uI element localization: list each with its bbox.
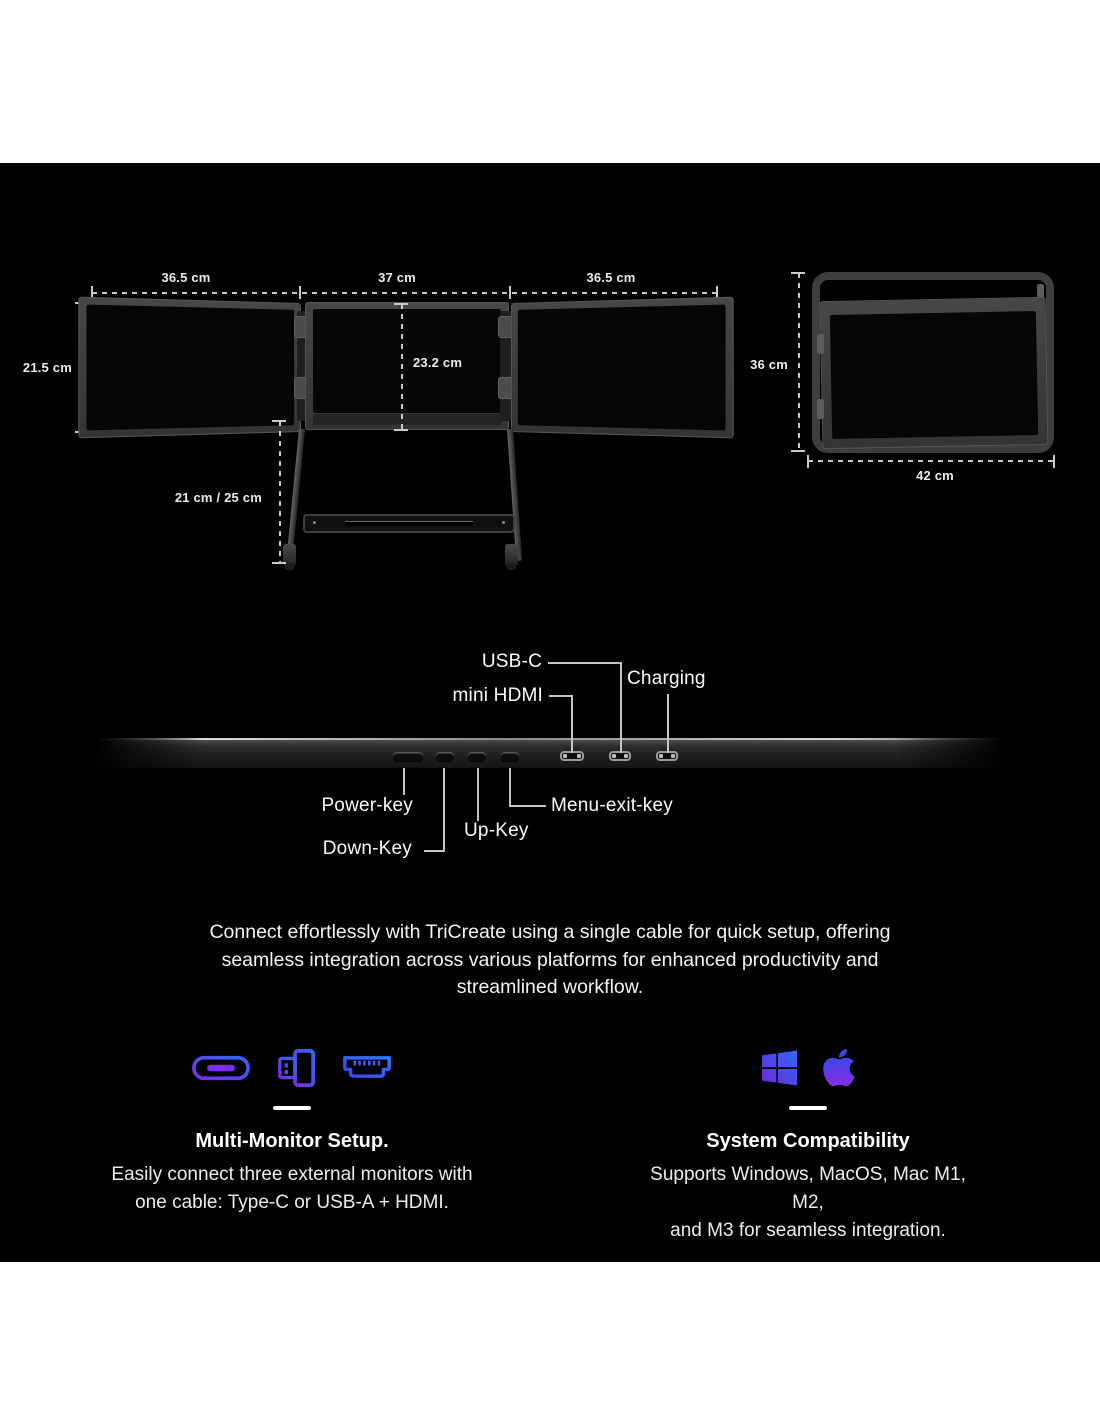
up-key-callout-label: Up-Key [464, 820, 529, 841]
feature-body-line: and M3 for seamless integration. [670, 1219, 946, 1241]
description-paragraph [0, 919, 1100, 1002]
dimension-tick [272, 420, 286, 422]
dimension-label-side-width: 42 cm [916, 468, 954, 483]
center-monitor-screen [313, 309, 501, 413]
charging-callout-label: Charging [627, 668, 706, 689]
monitor-bottom-edge [85, 738, 1015, 768]
dimension-label-panel-height: 21.5 cm [22, 360, 72, 375]
dimension-tick [509, 286, 511, 299]
usb-c-connector-icon [190, 1054, 252, 1087]
mini-hdmi-connector-icon [340, 1053, 394, 1087]
stand-leg-right [507, 429, 522, 561]
left-monitor [78, 297, 301, 439]
dimension-label-side-height: 36 cm [750, 357, 788, 372]
dimension-line [808, 460, 1055, 462]
right-monitor-screen [518, 305, 726, 431]
stand-leg-left [286, 429, 305, 561]
leader-line [509, 805, 546, 807]
connector-icons-row [92, 1046, 492, 1094]
stand-wheel [285, 563, 294, 570]
feature-divider [789, 1106, 827, 1110]
up-key-button [468, 752, 486, 761]
power-key-button [393, 752, 423, 761]
right-monitor [511, 297, 734, 439]
screw [502, 521, 505, 524]
leader-line [509, 768, 511, 806]
dimension-tick [791, 450, 805, 452]
apple-logo-icon [822, 1046, 856, 1094]
black-panel [0, 163, 1100, 1262]
stand-crossbar [303, 514, 515, 533]
side-clip [817, 334, 824, 354]
dimension-tick [299, 286, 301, 299]
dimension-tick [807, 455, 809, 468]
feature-body-line: Easily connect three external monitors with [111, 1163, 473, 1185]
dimension-label-width-center: 37 cm [378, 270, 416, 285]
dimension-label-stand-height: 21 cm / 25 cm [174, 490, 262, 505]
center-monitor [305, 302, 509, 430]
feature-body [92, 1161, 492, 1217]
down-key-button [436, 752, 454, 761]
dimension-tick [1053, 455, 1055, 468]
dimension-tick [272, 562, 286, 564]
center-monitor-chin [313, 414, 501, 425]
feature-title: System Compatibility [706, 1129, 910, 1152]
stand-wheel [507, 563, 516, 570]
leader-line [549, 695, 572, 697]
usb-a-plug-icon [276, 1047, 316, 1094]
description-line: streamlined workflow. [456, 976, 644, 998]
feature-divider [273, 1106, 311, 1110]
dimension-label-width-right: 36.5 cm [586, 270, 636, 285]
side-clip [817, 399, 824, 419]
dimension-tick [394, 303, 408, 305]
dimension-line [401, 304, 403, 430]
menu-exit-key-callout-label: Menu-exit-key [551, 795, 673, 816]
dimension-label-center-height: 23.2 cm [413, 355, 463, 370]
leader-line [403, 768, 405, 795]
os-icons-row [633, 1046, 983, 1094]
leader-line [548, 662, 621, 664]
leader-line [424, 850, 444, 852]
feature-body-line: one cable: Type-C or USB-A + HDMI. [135, 1191, 449, 1213]
feature-multi-monitor [92, 1046, 492, 1217]
dimension-line [798, 273, 800, 452]
left-monitor-screen [87, 305, 295, 431]
usb-c-callout-label: USB-C [481, 651, 542, 672]
dimension-label-width-left: 36.5 cm [161, 270, 211, 285]
dimension-tick [394, 429, 408, 431]
feature-system-compatibility [633, 1046, 983, 1245]
leader-line [443, 768, 445, 852]
down-key-callout-label: Down-Key [322, 838, 412, 859]
description-line: Connect effortlessly with TriCreate using a single cable for quick setup, offering [209, 921, 891, 943]
side-view-screen [830, 311, 1038, 439]
windows-logo-icon [761, 1048, 798, 1093]
description-line: seamless integration across various platforms for enhanced productivity and [221, 948, 879, 971]
leader-line [620, 662, 622, 753]
dimension-line [279, 421, 281, 563]
power-key-callout-label: Power-key [321, 795, 413, 816]
side-view-monitor [820, 297, 1049, 449]
mini-hdmi-callout-label: mini HDMI [452, 685, 543, 706]
feature-body-line: Supports Windows, MacOS, Mac M1, M2, [650, 1163, 966, 1213]
feature-body [633, 1161, 983, 1245]
dimension-line [92, 292, 718, 294]
leader-line [571, 695, 573, 753]
menu-exit-key-button [501, 752, 519, 761]
edge-fade [895, 738, 1015, 769]
screw [313, 521, 316, 524]
feature-title: Multi-Monitor Setup. [195, 1129, 389, 1152]
leader-line [667, 694, 669, 753]
leader-line [477, 768, 479, 821]
edge-fade [85, 738, 205, 769]
stand-crossbar-slot [345, 521, 473, 526]
dimension-tick [791, 272, 805, 274]
